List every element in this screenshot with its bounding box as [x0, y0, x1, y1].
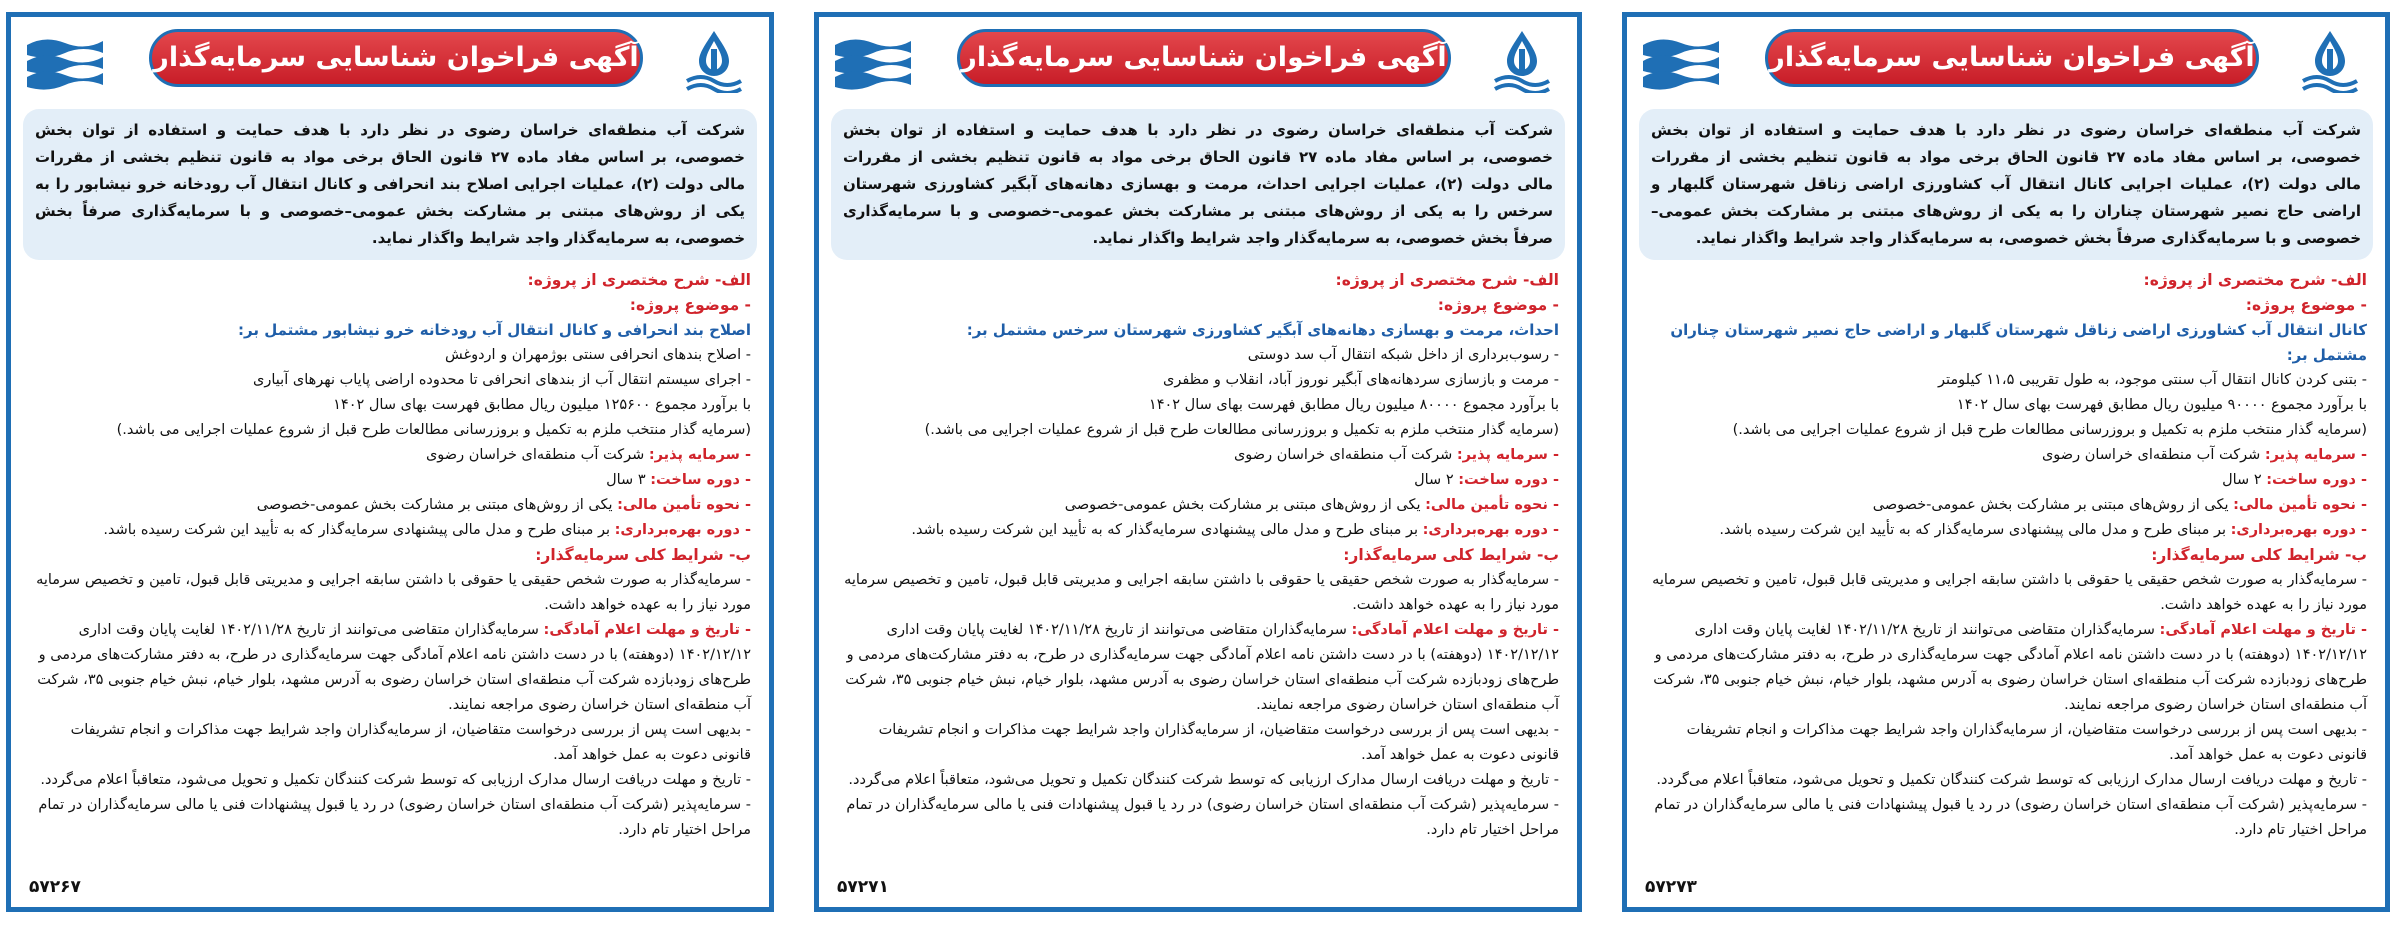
investee-label: - سرمایه پذیر:	[648, 447, 751, 463]
project-item: با برآورد مجموع ۱۲۵۶۰۰ میلیون ریال مطابق فهرست بهای سال ۱۴۰۲	[333, 397, 751, 413]
investor-conditions: - سرمایه‌گذار به صورت شخص حقیقی یا حقوقی با داشتن سابقه اجرایی و مدیریتی قابل قبول، تامین و تخصیص سرمایه مورد نیاز را به عهده خواهد داشت.	[36, 572, 751, 613]
ad-panel-3	[1622, 12, 2390, 912]
project-item: - اصلاح بندهای انحرافی سنتی بوژمهران و اردوغش	[445, 347, 751, 363]
project-subject: اصلاح بند انحرافی و کانال انتقال آب رودخانه خرو نیشابور مشتمل بر:	[238, 321, 751, 339]
water-company-logo-icon	[2297, 27, 2363, 93]
section-a-heading: الف- شرح مختصری از پروژه:	[527, 271, 751, 289]
note: - سرمایه‌پذیر (شرکت آب منطقه‌ای استان خراسان رضوی) در رد یا قبول پیشنهادات فنی یا مالی سرمایه‌گذاران در تمام مراحل اختیار تام دارد.	[846, 797, 1559, 838]
finance-value: یکی از روش‌های مبتنی بر مشارکت بخش عمومی-خصوصی	[1872, 497, 2229, 513]
deadline-label: - تاریخ و مهلت اعلام آمادگی:	[2159, 622, 2367, 638]
investor-conditions: - سرمایه‌گذار به صورت شخص حقیقی یا حقوقی با داشتن سابقه اجرایی و مدیریتی قابل قبول، تامین و تخصیص سرمایه مورد نیاز را به عهده خواهد داشت.	[1652, 572, 2367, 613]
ad-title: آگهی فراخوان شناسایی سرمایه‌گذار	[1765, 29, 2259, 87]
finance-label: - نحوه تأمین مالی:	[2233, 497, 2367, 513]
finance-value: یکی از روش‌های مبتنی بر مشارکت بخش عمومی-خصوصی	[1064, 497, 1421, 513]
project-item: (سرمایه گذار منتخب ملزم به تکمیل و بروزرسانی مطالعات طرح قبل از شروع عملیات اجرایی می باشد.)	[116, 422, 751, 438]
operation-period-value: بر مبنای طرح و مدل مالی پیشنهادی سرمایه‌گذار که به تأیید این شرکت رسیده باشد.	[911, 522, 1418, 538]
finance-label: - نحوه تأمین مالی:	[617, 497, 751, 513]
build-period-label: - دوره ساخت:	[650, 472, 751, 488]
project-item: (سرمایه گذار منتخب ملزم به تکمیل و بروزرسانی مطالعات طرح قبل از شروع عملیات اجرایی می باشد.)	[924, 422, 1559, 438]
operation-period-value: بر مبنای طرح و مدل مالی پیشنهادی سرمایه‌گذار که به تأیید این شرکت رسیده باشد.	[1719, 522, 2226, 538]
deadline-label: - تاریخ و مهلت اعلام آمادگی:	[543, 622, 751, 638]
investee-label: - سرمایه پذیر:	[2264, 447, 2367, 463]
note: - بدیهی است پس از بررسی درخواست متقاضیان، از سرمایه‌گذاران واجد شرایط جهت مذاکرات و انجام تشریفات قانونی دعوت به عمل خواهد آمد.	[70, 722, 751, 763]
section-b-heading: ب- شرایط کلی سرمایه‌گذار:	[1343, 546, 1559, 564]
project-item: با برآورد مجموع ۹۰۰۰۰ میلیون ریال مطابق فهرست بهای سال ۱۴۰۲	[1956, 397, 2367, 413]
ad-header	[1627, 17, 2385, 109]
note: - تاریخ و مهلت دریافت ارسال مدارک ارزیابی که توسط شرکت کنندگان تکمیل و تحویل می‌شود، متعاقباً اعلام می‌گردد.	[848, 772, 1559, 788]
deadline-label: - تاریخ و مهلت اعلام آمادگی:	[1351, 622, 1559, 638]
deadline-text: سرمایه‌گذاران متقاضی می‌توانند از تاریخ ۱۴۰۲/۱۱/۲۸ لغایت پایان وقت اداری ۱۴۰۲/۱۲/۱۲ (دوهفته) با در دست داشتن نامه اعلام آمادگی جهت سرمایه‌گذاری در طرح، به دفتر مشارکت‌های مردمی و طرح‌های زودبازده شرکت آب منطقه‌ای استان خراسان رضوی به آدرس مشهد، بلوار خیام، نبش خیام جنوبی ۳۵، شرکت آب منطقه‌ای استان خراسان رضوی مراجعه نمایند.	[37, 622, 751, 713]
project-subject: کانال انتقال آب کشاورزی اراضی زناقل شهرستان گلبهار و اراضی حاج نصیر شهرستان چناران مشتمل بر:	[1670, 321, 2367, 364]
investee-label: - سرمایه پذیر:	[1456, 447, 1559, 463]
operation-period-label: - دوره بهره‌برداری:	[614, 522, 751, 538]
ad-header	[11, 17, 769, 109]
ad-body	[819, 260, 1577, 843]
section-a-heading: الف- شرح مختصری از پروژه:	[2143, 271, 2367, 289]
project-subject: احداث، مرمت و بهسازی دهانه‌های آبگیر کشاورزی شهرستان سرخس مشتمل بر:	[966, 321, 1559, 339]
project-item: - رسوب‌برداری از داخل شبکه انتقال آب سد دوستی	[1247, 347, 1559, 363]
deadline-text: سرمایه‌گذاران متقاضی می‌توانند از تاریخ ۱۴۰۲/۱۱/۲۸ لغایت پایان وقت اداری ۱۴۰۲/۱۲/۱۲ (دوهفته) با در دست داشتن نامه اعلام آمادگی جهت سرمایه‌گذاری در طرح، به دفتر مشارکت‌های مردمی و طرح‌های زودبازده شرکت آب منطقه‌ای استان خراسان رضوی به آدرس مشهد، بلوار خیام، نبش خیام جنوبی ۳۵، شرکت آب منطقه‌ای استان خراسان رضوی مراجعه نمایند.	[1653, 622, 2367, 713]
subject-label: - موضوع پروژه:	[1437, 296, 1559, 314]
operation-period-label: - دوره بهره‌برداری:	[2230, 522, 2367, 538]
subject-label: - موضوع پروژه:	[2245, 296, 2367, 314]
investee-value: شرکت آب منطقه‌ای خراسان رضوی	[2041, 447, 2261, 463]
note: - تاریخ و مهلت دریافت ارسال مدارک ارزیابی که توسط شرکت کنندگان تکمیل و تحویل می‌شود، متعاقباً اعلام می‌گردد.	[40, 772, 751, 788]
build-period-value: ۲ سال	[2222, 472, 2262, 488]
project-item: - مرمت و بازسازی سردهانه‌های آبگیر نوروز آباد، انقلاب و مظفری	[1162, 372, 1559, 388]
note: - بدیهی است پس از بررسی درخواست متقاضیان، از سرمایه‌گذاران واجد شرایط جهت مذاکرات و انجام تشریفات قانونی دعوت به عمل خواهد آمد.	[878, 722, 1559, 763]
section-b-heading: ب- شرایط کلی سرمایه‌گذار:	[535, 546, 751, 564]
section-a-heading: الف- شرح مختصری از پروژه:	[1335, 271, 1559, 289]
investee-value: شرکت آب منطقه‌ای خراسان رضوی	[1233, 447, 1453, 463]
ad-intro: شرکت آب منطقه‌ای خراسان رضوی در نظر دارد با هدف حمایت و استفاده از توان بخش خصوصی، بر اساس مفاد ماده ۲۷ قانون الحاق برخی مواد به قانون تنظیم بخشی از مقررات مالی دولت (۲)، عملیات اجرایی کانال انتقال آب کشاورزی اراضی زناقل شهرستان گلبهار و اراضی حاج نصیر شهرستان چناران را به یکی از روش‌های مبتنی بر مشارکت بخش عمومی–خصوصی و با سرمایه‌گذاری صرفاً بخش خصوصی، به سرمایه‌گذار واجد شرایط واگذار نماید.	[1639, 109, 2373, 260]
ad-title: آگهی فراخوان شناسایی سرمایه‌گذار	[957, 29, 1451, 87]
note: - تاریخ و مهلت دریافت ارسال مدارک ارزیابی که توسط شرکت کنندگان تکمیل و تحویل می‌شود، متعاقباً اعلام می‌گردد.	[1656, 772, 2367, 788]
project-item: با برآورد مجموع ۸۰۰۰۰ میلیون ریال مطابق فهرست بهای سال ۱۴۰۲	[1148, 397, 1559, 413]
note: - بدیهی است پس از بررسی درخواست متقاضیان، از سرمایه‌گذاران واجد شرایط جهت مذاکرات و انجام تشریفات قانونی دعوت به عمل خواهد آمد.	[1686, 722, 2367, 763]
note: - سرمایه‌پذیر (شرکت آب منطقه‌ای استان خراسان رضوی) در رد یا قبول پیشنهادات فنی یا مالی سرمایه‌گذاران در تمام مراحل اختیار تام دارد.	[1654, 797, 2367, 838]
finance-label: - نحوه تأمین مالی:	[1425, 497, 1559, 513]
project-item: (سرمایه گذار منتخب ملزم به تکمیل و بروزرسانی مطالعات طرح قبل از شروع عملیات اجرایی می باشد.)	[1732, 422, 2367, 438]
build-period-value: ۲ سال	[1414, 472, 1454, 488]
ad-code: ۵۷۲۷۳	[1645, 877, 1697, 897]
investor-conditions: - سرمایه‌گذار به صورت شخص حقیقی یا حقوقی با داشتن سابقه اجرایی و مدیریتی قابل قبول، تامین و تخصیص سرمایه مورد نیاز را به عهده خواهد داشت.	[844, 572, 1559, 613]
subject-label: - موضوع پروژه:	[629, 296, 751, 314]
water-company-logo-icon	[1489, 27, 1555, 93]
ad-body	[11, 260, 769, 843]
operation-period-value: بر مبنای طرح و مدل مالی پیشنهادی سرمایه‌گذار که به تأیید این شرکت رسیده باشد.	[103, 522, 610, 538]
ad-panel-1	[6, 12, 774, 912]
waves-icon	[25, 29, 105, 91]
build-period-label: - دوره ساخت:	[2266, 472, 2367, 488]
waves-icon	[833, 29, 913, 91]
ad-title: آگهی فراخوان شناسایی سرمایه‌گذار	[149, 29, 643, 87]
ad-header	[819, 17, 1577, 109]
project-item: - بتنی کردن کانال انتقال آب سنتی موجود، به طول تقریبی ۱۱،۵ کیلومتر	[1938, 372, 2367, 388]
ad-intro: شرکت آب منطقه‌ای خراسان رضوی در نظر دارد با هدف حمایت و استفاده از توان بخش خصوصی، بر اساس مفاد ماده ۲۷ قانون الحاق برخی مواد به قانون تنظیم بخشی از مقررات مالی دولت (۲)، عملیات اجرایی اصلاح بند انحرافی و کانال انتقال آب رودخانه خرو نیشابور را به یکی از روش‌های مبتنی بر مشارکت بخش عمومی–خصوصی و با سرمایه‌گذاری صرفاً بخش خصوصی، به سرمایه‌گذار واجد شرایط واگذار نماید.	[23, 109, 757, 260]
finance-value: یکی از روش‌های مبتنی بر مشارکت بخش عمومی-خصوصی	[256, 497, 613, 513]
build-period-value: ۳ سال	[606, 472, 646, 488]
ad-body	[1627, 260, 2385, 843]
build-period-label: - دوره ساخت:	[1458, 472, 1559, 488]
water-company-logo-icon	[681, 27, 747, 93]
deadline-text: سرمایه‌گذاران متقاضی می‌توانند از تاریخ ۱۴۰۲/۱۱/۲۸ لغایت پایان وقت اداری ۱۴۰۲/۱۲/۱۲ (دوهفته) با در دست داشتن نامه اعلام آمادگی جهت سرمایه‌گذاری در طرح، به دفتر مشارکت‌های مردمی و طرح‌های زودبازده شرکت آب منطقه‌ای استان خراسان رضوی به آدرس مشهد، بلوار خیام، نبش خیام جنوبی ۳۵، شرکت آب منطقه‌ای استان خراسان رضوی مراجعه نمایند.	[845, 622, 1559, 713]
ad-intro: شرکت آب منطقه‌ای خراسان رضوی در نظر دارد با هدف حمایت و استفاده از توان بخش خصوصی، بر اساس مفاد ماده ۲۷ قانون الحاق برخی مواد به قانون تنظیم بخشی از مقررات مالی دولت (۲)، عملیات اجرایی احداث، مرمت و بهسازی دهانه‌های آبگیر کشاورزی شهرستان سرخس را به یکی از روش‌های مبتنی بر مشارکت بخش عمومی–خصوصی و با سرمایه‌گذاری صرفاً بخش خصوصی، به سرمایه‌گذار واجد شرایط واگذار نماید.	[831, 109, 1565, 260]
investee-value: شرکت آب منطقه‌ای خراسان رضوی	[425, 447, 645, 463]
note: - سرمایه‌پذیر (شرکت آب منطقه‌ای استان خراسان رضوی) در رد یا قبول پیشنهادات فنی یا مالی سرمایه‌گذاران در تمام مراحل اختیار تام دارد.	[38, 797, 751, 838]
ad-panel-2	[814, 12, 1582, 912]
section-b-heading: ب- شرایط کلی سرمایه‌گذار:	[2151, 546, 2367, 564]
waves-icon	[1641, 29, 1721, 91]
ad-code: ۵۷۲۷۱	[837, 877, 889, 897]
project-item: - اجرای سیستم انتقال آب از بندهای انحرافی تا محدوده اراضی پایاب نهرهای آبیاری	[253, 372, 751, 388]
operation-period-label: - دوره بهره‌برداری:	[1422, 522, 1559, 538]
ad-code: ۵۷۲۶۷	[29, 877, 81, 897]
